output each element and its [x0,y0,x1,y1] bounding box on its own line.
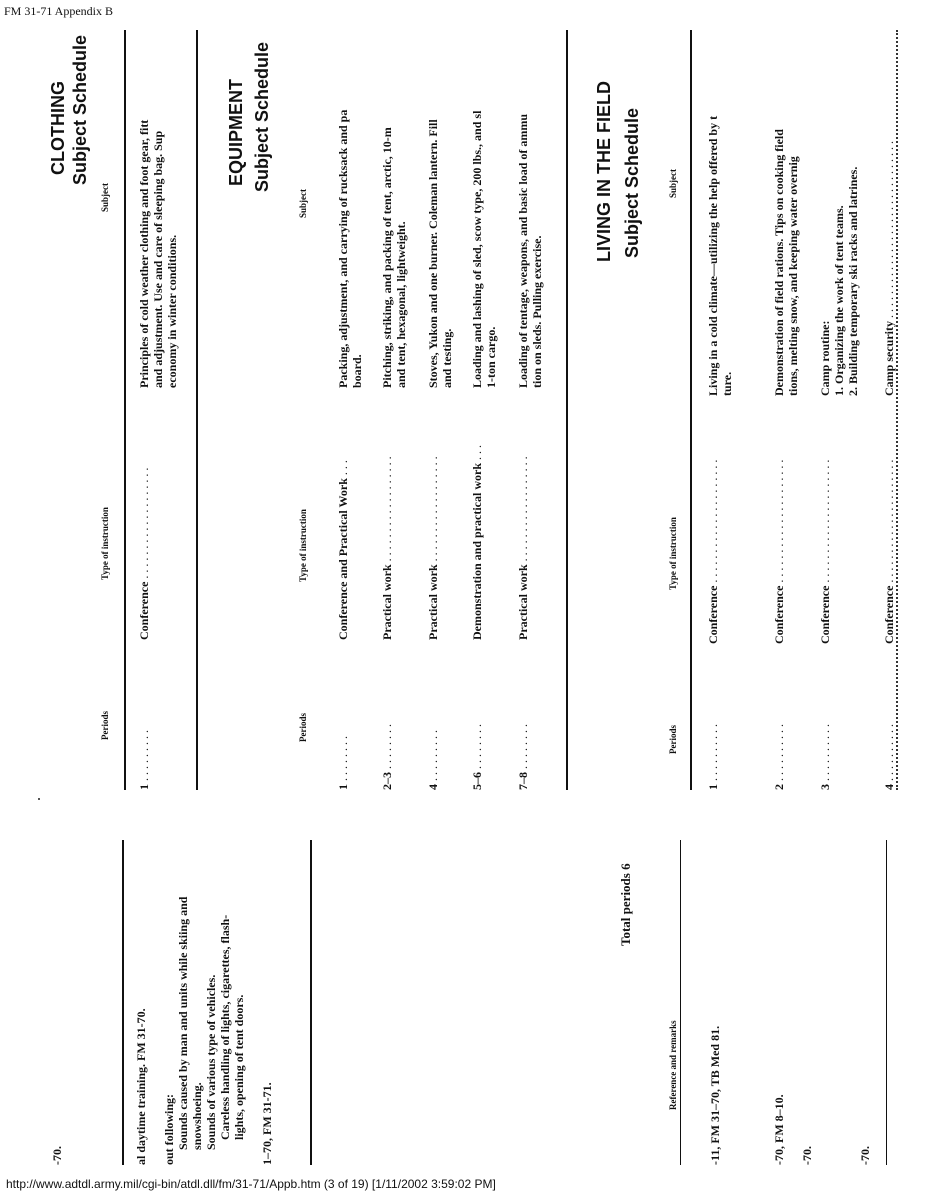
scan-speck [38,798,40,800]
equip-subject-2b: and tent, hexagonal, lightweight. [394,221,408,388]
equip-type-1: Conference and Practical Work . . . [336,460,350,640]
equip-subject-1a: Packing, adjustment, and carrying of rucksack and pa [336,109,350,388]
col-subject-living: Subject [668,169,678,198]
rule-top-clothing [124,30,126,790]
prev-line2: out following: [162,1093,176,1165]
equip-type-2: Practical work . . . . . . . . . . . . . . . . . . [380,456,394,640]
total-periods: Total periods 6 [618,863,633,946]
rule-left-end [886,840,887,1165]
prev-ref-top: -70. [50,1146,64,1165]
prev-line1: al daytime training. FM 31-70. [134,1008,148,1165]
col-periods-equipment: Periods [298,713,308,742]
clothing-period-1: 1 . . . . . . . . . [137,730,151,790]
col-subject-equipment: Subject [298,189,308,218]
ref-row-1: -11, FM 31–70, TB Med 81. [708,1025,722,1165]
col-reference: Reference and remarks [668,1020,678,1110]
clothing-type-1: Conference . . . . . . . . . . . . . . . . . . . [137,467,151,640]
clothing-title-r: CLOTHING [48,81,68,175]
living-period-1: 1 . . . . . . . . . . [706,724,720,790]
equip-subject-5b: 1-ton cargo. [484,326,498,388]
equip-subject-5a: Loading and lashing of sled, scow type, 200 lbs., and sl [470,110,484,388]
ref-row-4: -70. [858,1146,872,1165]
equip-type-7: Practical work . . . . . . . . . . . . . . . . . . [516,456,530,640]
living-period-2: 2 . . . . . . . . . . [772,724,786,790]
living-subject-1b: ture. [720,371,734,396]
equip-type-5: Demonstration and practical work . . . [470,445,484,640]
col-type-equipment: Type of instruction [298,509,308,582]
clothing-subject-1c: economy in winter conditions. [165,234,179,388]
equip-type-4: Practical work . . . . . . . . . . . . . . . . . . [426,456,440,640]
col-periods-living: Periods [668,725,678,754]
living-subject-2a: Demonstration of field rations. Tips on cooking field [772,129,786,396]
page-footer-url[interactable]: http://www.adtdl.army.mil/cgi-bin/atdl.dll/fm/31-71/Appb.htm (3 of 19) [1/11/2002 3:59:02 PM] [6,1177,496,1191]
clothing-subject-1b: and adjustment. Use and care of sleeping bag. Sup [151,130,165,388]
equipment-title-r: EQUIPMENT [226,78,246,186]
living-period-3: 3 . . . . . . . . . . [818,724,832,790]
living-type-3: Conference . . . . . . . . . . . . . . . . . . . . . [818,459,832,644]
equip-subject-7a: Loading of tentage, weapons, and basic load of ammu [516,113,530,388]
page-header: FM 31-71 Appendix B [4,4,114,18]
ref-row-2: -70, FM 8–10. [772,1094,786,1165]
rule-clothing-bottom [196,30,198,790]
rule-left-bottom [122,840,124,1165]
rule-ref-header [680,840,681,1165]
prev-line4: snowshoeing. [190,1082,204,1150]
equip-subject-2a: Pitching, striking, and packing of tent, arctic, 10-m [380,127,394,388]
equip-period-7: 7–8 . . . . . . . . [516,724,530,790]
equip-period-1: 1 . . . . . . . . [336,736,350,790]
equip-subject-4b: and testing. [440,328,454,388]
living-type-4: Conference . . . . . . . . . . . . . . . . . . . . . [882,459,896,644]
equip-period-2: 2–3 . . . . . . . . [380,724,394,790]
equipment-subtitle-r: Subject Schedule [252,41,272,192]
prev-line6: Careless handling of lights, cigarettes, flash- [218,914,232,1140]
col-type-living: Type of instruction [668,517,678,590]
equip-subject-4a: Stoves, Yukon and one burner. Coleman lantern. Fill [426,119,440,388]
living-period-4: 4 . . . . . . . . . . [882,724,896,790]
rule-equipment-bottom [566,30,568,790]
equip-period-5: 5–6 . . . . . . . . [470,724,484,790]
living-subject-1a: Living in a cold climate—utilizing the help offered by t [706,115,720,396]
col-subject-clothing: Subject [100,183,110,212]
col-type-clothing: Type of instruction [100,507,110,580]
living-type-1: Conference . . . . . . . . . . . . . . . . . . . . . [706,459,720,644]
prev-line5: Sounds of various type of vehicles. [204,974,218,1150]
rule-left-top [310,840,312,1165]
col-periods-clothing: Periods [100,711,110,740]
living-subject-2b: tions, melting snow, and keeping water overnig [786,156,800,396]
prev-line3: Sounds caused by man and units while skiing and [176,896,190,1150]
ref-row-3: -70. [800,1146,814,1165]
clothing-subtitle-r: Subject Schedule [70,34,90,185]
living-subject-3b: 1. Organizing the work of tent teams. [832,205,846,396]
rule-living-top [690,30,692,790]
living-subject-4a: Camp security . . . . . . . . . . . . . . . . . . . . . . . . . . . . . . [882,141,896,396]
clothing-subject-1a: Principles of cold weather clothing and foot gear, fitt [137,119,151,388]
equip-period-4: 4 . . . . . . . . . [426,730,440,790]
living-title-r: LIVING IN THE FIELD [594,80,614,262]
living-subtitle-r: Subject Schedule [622,107,642,258]
prev-line8: 1–70, FM 31-71. [260,1082,274,1165]
living-subject-3c: 2. Building temporary ski racks and latrines. [846,166,860,396]
living-subject-3a: Camp routine: [818,320,832,396]
prev-line7: lights, opening of tent doors. [232,994,246,1140]
equip-subject-7b: tion on sleds. Pulling exercise. [530,235,544,388]
living-type-2: Conference . . . . . . . . . . . . . . . . . . . . . [772,459,786,644]
equip-subject-1b: board. [350,354,364,388]
